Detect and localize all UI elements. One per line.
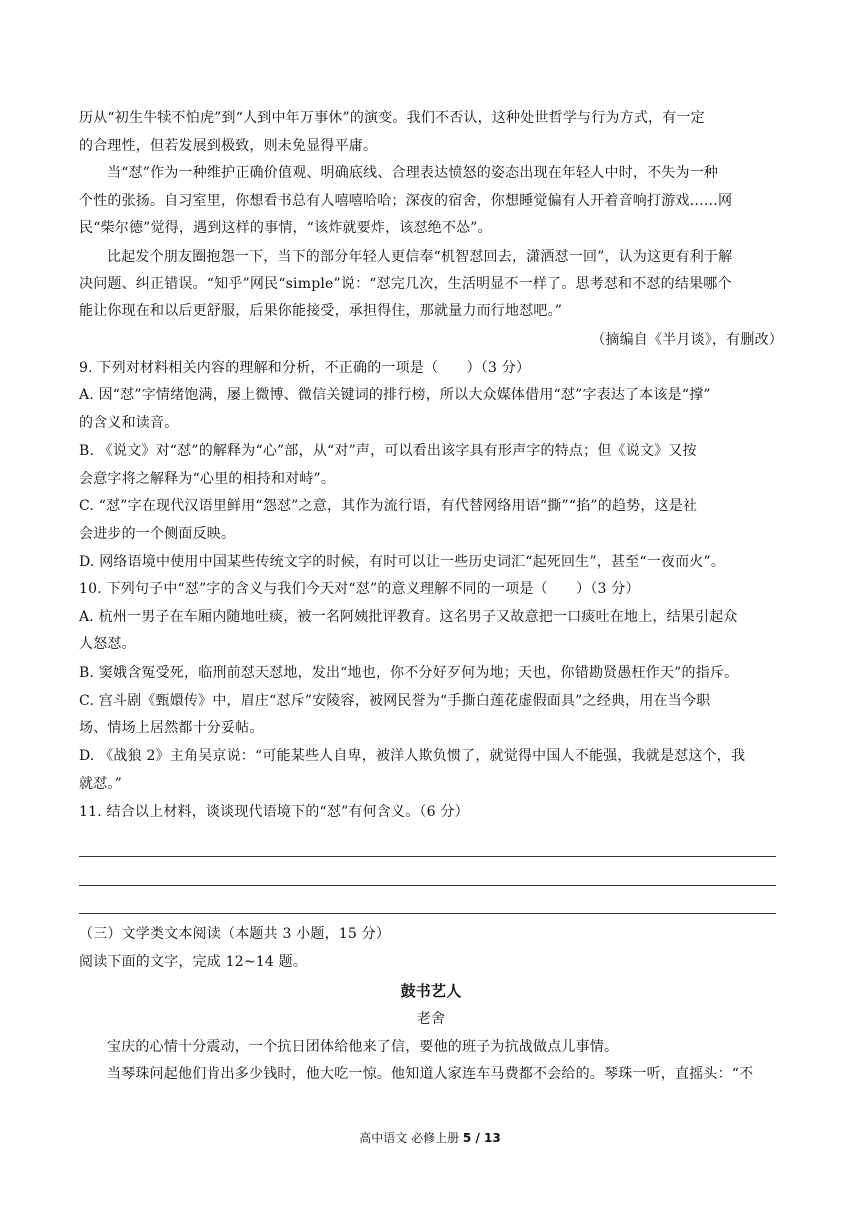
text-line: 比起发个朋友圈抱怨一下，当下的部分年轻人更信奉“机智怼回去，潇洒怼一回”，认为这更有利于解 (107, 249, 733, 265)
source-citation: （摘编自《半月谈》，有删改） (591, 332, 783, 348)
question-10-option-c: C. 宫斗剧《甄嬛传》中，眉庄“怼斥”安陵容，被网民誉为“手撕白莲花虚假面具”之经典，用在当今职 (79, 693, 711, 709)
text-line: 能让你现在和以后更舒服，后果你能接受，承担得住，那就量力而行地怼吧。” (79, 303, 563, 319)
question-9-option-c-cont: 会进步的一个侧面反映。 (79, 526, 236, 542)
text-line: 决问题、纠正错误。“知乎”网民“simple”说：“怼完几次，生活明显不一样了。思考怼和不怼的结果哪个 (79, 276, 732, 292)
answer-line (79, 913, 776, 914)
question-10-option-a-cont: 人怒怼。 (79, 636, 136, 652)
answer-line (79, 885, 776, 886)
answer-line (79, 856, 776, 857)
question-10-option-b: B. 窦娥含冤受死，临刑前怼天怼地，发出“地也，你不分好歹何为地；天也，你错勘贤愚枉作天”的指斥。 (79, 665, 739, 681)
page-footer (0, 1129, 860, 1147)
page-number: 5 / 13 (462, 1131, 501, 1145)
text-line: 宝庆的心情十分震动，一个抗日团体给他来了信，要他的班子为抗战做点儿事情。 (107, 1039, 619, 1055)
question-10-option-c-cont: 场、情场上居然都十分妥帖。 (79, 720, 264, 736)
question-10-option-a: A. 杭州一男子在车厢内随地吐痰，被一名阿姨批评教育。这名男子又故意把一口痰吐在地上，结果引起众 (79, 609, 738, 625)
text-line: 个性的张扬。自习室里，你想看书总有人嘻嘻哈哈；深夜的宿舍，你想睡觉偏有人开着音响打游戏……网 (79, 193, 733, 209)
question-11: 11. 结合以上材料，谈谈现代语境下的“怼”有何含义。（6 分） (79, 804, 469, 820)
question-10: 10. 下列句子中“怼”字的含义与我们今天对“怼”的意义理解不同的一项是（ ）（3 分） (79, 581, 640, 597)
question-9-option-a: A. 因“怼”字情绪饱满，屡上微博、微信关键词的排行榜，所以大众媒体借用“怼”字表达了本该是“撑” (79, 387, 711, 403)
question-9-option-c: C. “怼”字在现代汉语里鲜用“怨怼”之意，其作为流行语，有代替网络用语“撕”“掐”的趋势，这是社 (79, 498, 698, 514)
text-line: 民“柴尔德”觉得，遇到这样的事情，“该炸就要炸，该怼绝不怂”。 (79, 220, 492, 236)
reading-instruction: 阅读下面的文字，完成 12~14 题。 (79, 954, 308, 970)
text-line: 当琴珠问起他们肯出多少钱时，他大吃一惊。他知道人家连车马费都不会给的。琴珠一听，直摇头：“不 (107, 1066, 754, 1082)
question-9-option-b: B. 《说文》对“怼”的解释为“心”部，从“对”声，可以看出该字具有形声字的特点；但《说文》又按 (79, 443, 697, 459)
question-10-option-d-cont: 就怼。” (79, 776, 122, 792)
footer-text: 高中语文 必修上册 (359, 1131, 463, 1145)
question-9: 9. 下列对材料相关内容的理解和分析，不正确的一项是（ ）（3 分） (79, 360, 531, 376)
text-line: 的合理性，但若发展到极致，则未免显得平庸。 (79, 138, 378, 154)
question-9-option-b-cont: 会意字将之解释为“心里的相持和对峙”。 (79, 471, 336, 487)
passage-title: 鼓书艺人 (400, 982, 462, 1000)
question-9-option-d: D. 网络语境中使用中国某些传统文字的时候，有时可以让一些历史词汇“起死回生”，甚至“一夜而火”。 (79, 554, 726, 570)
question-9-option-a-cont: 的含义和读音。 (79, 415, 179, 431)
text-line: 历从“初生牛犊不怕虎”到“人到中年万事休”的演变。我们不否认，这种处世哲学与行为方式，有一定 (79, 110, 705, 126)
passage-author: 老舍 (416, 1011, 446, 1027)
text-line: 当“怼”作为一种维护正确价值观、明确底线、合理表达愤怒的姿态出现在年轻人中时，不失为一种 (107, 165, 719, 181)
question-10-option-d: D. 《战狼 2》主角吴京说：“可能某些人自卑，被洋人欺负惯了，就觉得中国人不能强，我就是怼这个，我 (79, 748, 746, 764)
section-heading: （三）文学类文本阅读（本题共 3 小题，15 分） (79, 926, 391, 942)
